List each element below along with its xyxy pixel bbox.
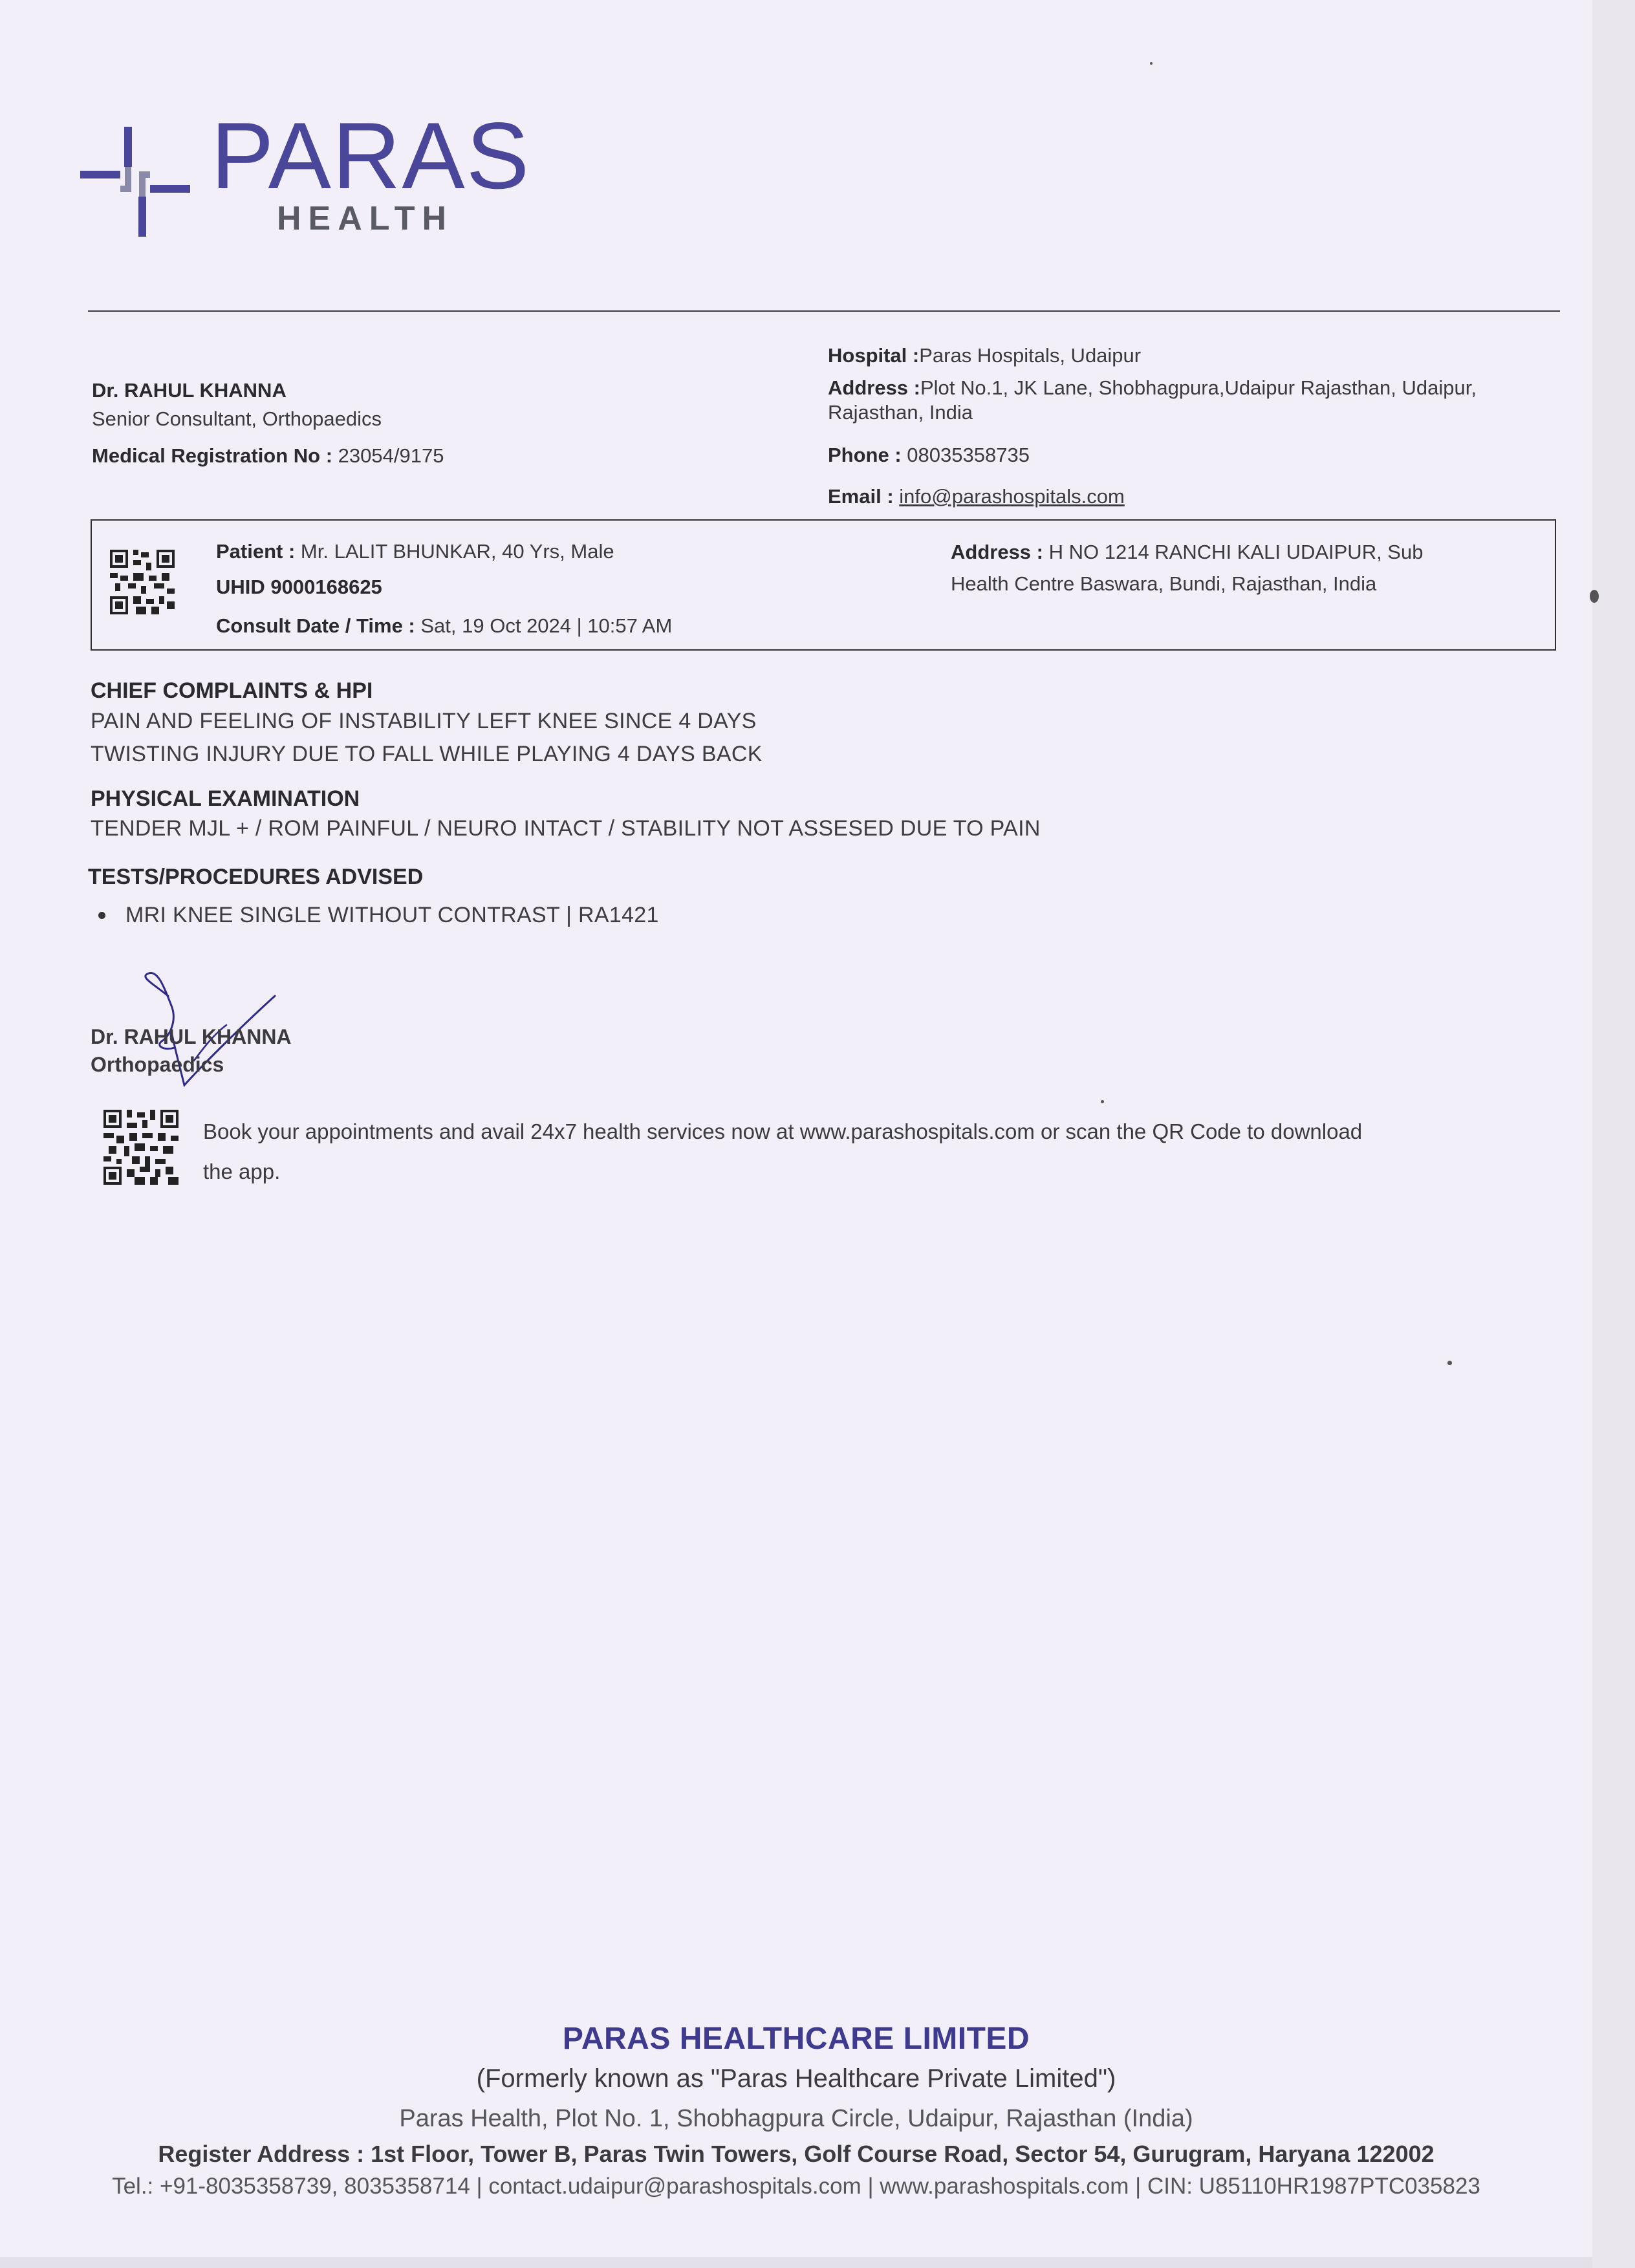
tests-heading: TESTS/PROCEDURES ADVISED <box>88 865 424 889</box>
scan-speck <box>1150 62 1153 65</box>
hospital-address-line1 <box>828 376 1477 400</box>
booking-note <box>203 1112 1594 1192</box>
complaint-line: PAIN AND FEELING OF INSTABILITY LEFT KNEE SINCE 4 DAYS <box>91 709 757 733</box>
hospital-address-value: Plot No.1, JK Lane, Shobhagpura,Udaipur Rajasthan, Udaipur, <box>920 376 1477 399</box>
scan-speck <box>1101 1100 1104 1103</box>
footer-company-name: PARAS HEALTHCARE LIMITED <box>562 2022 1030 2056</box>
exam-text: TENDER MJL + / ROM PAINFUL / NEURO INTACT / STABILITY NOT ASSESED DUE TO PAIN <box>91 816 1041 841</box>
patient-uhid: UHID 9000168625 <box>216 576 382 598</box>
patient-value: Mr. LALIT BHUNKAR, 40 Yrs, Male <box>300 540 614 563</box>
footer-contact: Tel.: +91-8035358739, 8035358714 | contact.udaipur@parashospitals.com | www.parashospitals.com | CIN: U85110HR1987PTC035823 <box>112 2174 1480 2199</box>
complaints-heading: CHIEF COMPLAINTS & HPI <box>91 678 373 703</box>
patient-address-line2: Health Centre Baswara, Bundi, Rajasthan, India <box>951 572 1377 595</box>
exam-heading: PHYSICAL EXAMINATION <box>91 786 360 811</box>
footer-register-address <box>0 2141 1592 2168</box>
hospital-email <box>828 484 1125 508</box>
phone-value: 08035358735 <box>907 444 1030 466</box>
footer-local-address: Paras Health, Plot No. 1, Shobhagpura Circle, Udaipur, Rajasthan (India) <box>399 2105 1193 2132</box>
logo-subtitle: HEALTH <box>277 200 454 237</box>
patient-address-label: Address : <box>951 541 1043 563</box>
consult-datetime <box>216 614 672 638</box>
footer-formerly: (Formerly known as "Paras Healthcare Private Limited") <box>476 2064 1116 2093</box>
hospital-value: Paras Hospitals, Udaipur <box>919 344 1142 367</box>
patient-qr-code-icon <box>110 550 175 614</box>
scan-speck <box>1447 1361 1452 1365</box>
email-label: Email : <box>828 485 894 508</box>
paras-cross-logo-icon <box>80 127 190 237</box>
booking-line2: the app. <box>203 1160 281 1183</box>
app-download-qr-code-icon[interactable] <box>103 1110 179 1185</box>
sign-doctor-name: Dr. RAHUL KHANNA <box>91 1025 292 1048</box>
patient-address-value: H NO 1214 RANCHI KALI UDAIPUR, Sub <box>1048 541 1424 563</box>
email-link[interactable]: info@parashospitals.com <box>899 485 1125 508</box>
consult-value: Sat, 19 Oct 2024 | 10:57 AM <box>420 614 673 637</box>
patient-label: Patient : <box>216 540 296 563</box>
hospital-phone <box>828 443 1030 467</box>
sign-doctor-dept: Orthopaedics <box>91 1053 224 1076</box>
booking-line1: Book your appointments and avail 24x7 health services now at www.parashospitals.com or scan the QR Code to download <box>203 1119 1363 1143</box>
patient-line <box>216 539 614 563</box>
doctor-name: Dr. RAHUL KHANNA <box>92 379 287 402</box>
hospital-label: Hospital : <box>828 344 920 367</box>
hospital-address-line2: Rajasthan, India <box>828 401 973 424</box>
reg-value: 23054/9175 <box>338 444 444 467</box>
complaint-line: TWISTING INJURY DUE TO FALL WHILE PLAYING 4 DAYS BACK <box>91 742 763 766</box>
doctor-title: Senior Consultant, Orthopaedics <box>92 407 382 430</box>
bullet-icon <box>98 912 105 919</box>
patient-address-line1 <box>951 540 1423 564</box>
medical-registration <box>92 444 444 468</box>
hospital-line <box>828 343 1141 367</box>
phone-label: Phone : <box>828 444 902 466</box>
scan-speck <box>1590 590 1599 603</box>
scan-edge <box>1592 0 1635 2268</box>
hospital-address-label: Address : <box>828 376 920 399</box>
reg-label: Medical Registration No : <box>92 444 333 467</box>
register-label: Register Address : <box>158 2141 365 2167</box>
register-value: 1st Floor, Tower B, Paras Twin Towers, Golf Course Road, Sector 54, Gurugram, Haryana 122002 <box>371 2141 1435 2167</box>
header-divider <box>88 310 1560 312</box>
consult-label: Consult Date / Time : <box>216 614 415 637</box>
test-item: MRI KNEE SINGLE WITHOUT CONTRAST | RA1421 <box>125 903 659 927</box>
logo-wordmark: PARAS <box>211 103 531 208</box>
